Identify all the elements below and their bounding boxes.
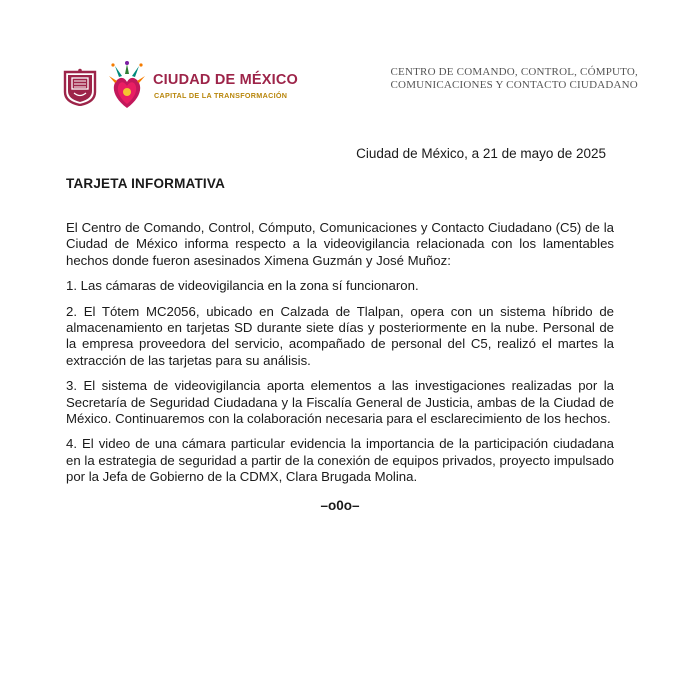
point-2-paragraph: 2. El Tótem MC2056, ubicado en Calzada de Tlalpan, opera con un sistema híbrido de almacenamiento en tarjetas SD durante siete días y posteriormente en la nube. Personal de la empresa proveedora del servicio, acompañado de personal del C5, realizó el martes la extracción de las tarjetas para su análisis. <box>66 303 614 368</box>
point-1-paragraph: 1. Las cámaras de videovigilancia en la zona sí funcionaron. <box>66 278 419 294</box>
point-3-paragraph: 3. El sistema de videovigilancia aporta elementos a las investigaciones realizadas por la Secretaría de Seguridad Ciudadana y la Fiscalía General de Justicia, ambas de la Ciudad de México. Continuaremos con la colaboración necesaria para el esclarecimiento de los hechos. <box>66 378 614 427</box>
letterhead <box>0 0 700 120</box>
point-4-paragraph: 4. El video de una cámara particular evidencia la importancia de la participación ciudadana en la estrategia de seguridad a partir de la conexión de equipos privados, proyecto impulsado por la Jefa de Gobierno de la CDMX, Clara Brugada Molina. <box>66 436 614 485</box>
mexico-city-emblem-icon <box>105 60 149 112</box>
closing-mark: –o0o– <box>320 497 360 513</box>
document-body <box>66 220 614 514</box>
brand-subtitle: CAPITAL DE LA TRANSFORMACIÓN <box>154 91 288 100</box>
agency-name-line-1: CENTRO DE COMANDO, CONTROL, CÓMPUTO, <box>390 66 638 78</box>
coat-of-arms-icon <box>63 68 97 106</box>
agency-name <box>391 66 638 92</box>
intro-paragraph: El Centro de Comando, Control, Cómputo, Comunicaciones y Contacto Ciudadano (C5) de la Ciudad de México informa respecto a la videovigilancia relacionada con los lamentables hechos donde fueron asesinados Ximena Guzmán y José Muñoz: <box>66 220 614 268</box>
document-date: Ciudad de México, a 21 de mayo de 2025 <box>356 146 606 161</box>
agency-name-line-2: COMUNICACIONES Y CONTACTO CIUDADANO <box>390 79 638 91</box>
brand-title: CIUDAD DE MÉXICO <box>153 72 298 88</box>
document-title: TARJETA INFORMATIVA <box>66 176 226 191</box>
